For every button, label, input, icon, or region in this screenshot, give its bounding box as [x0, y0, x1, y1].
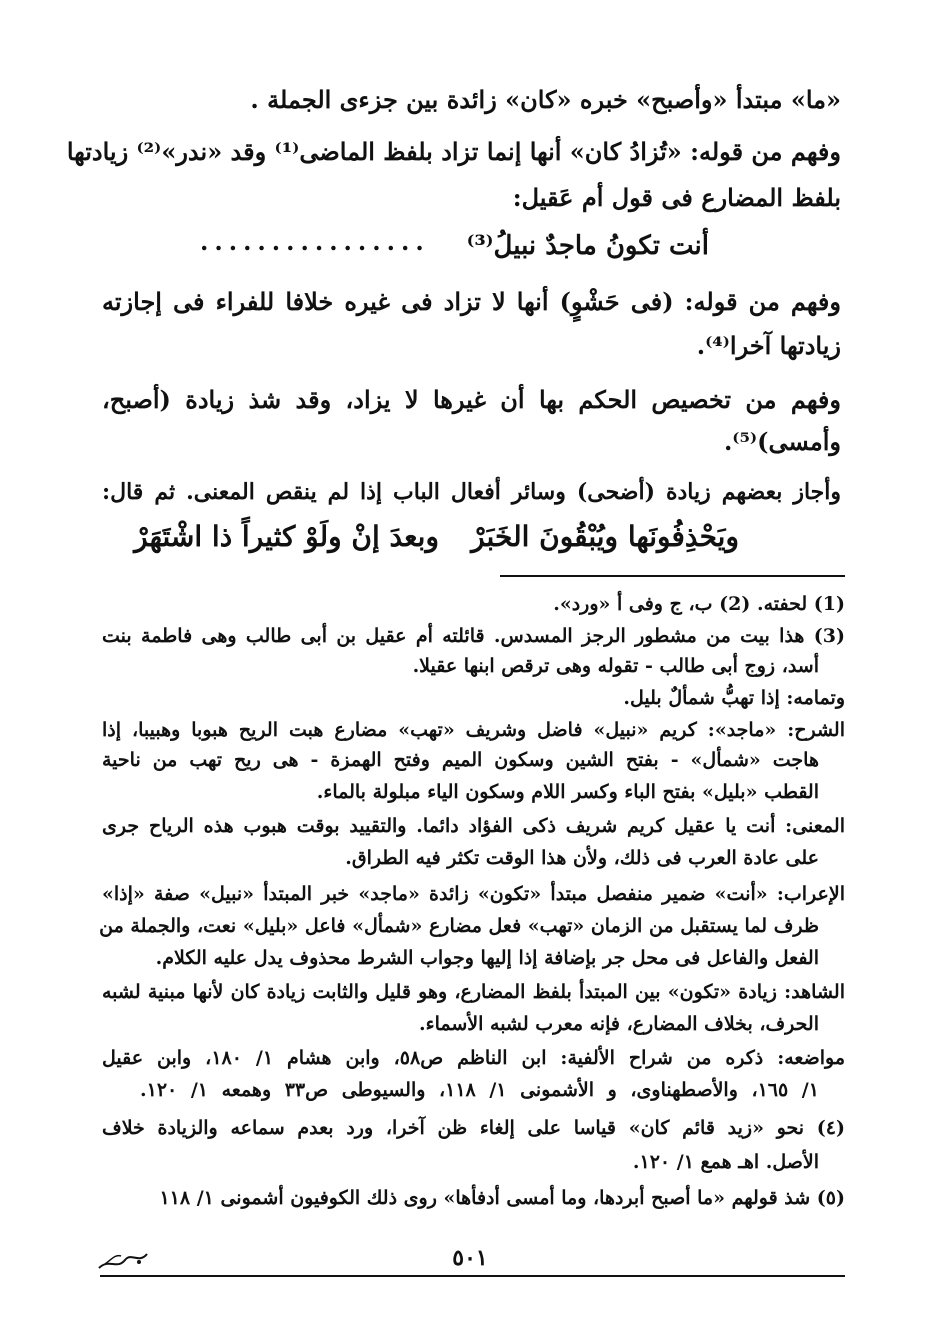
footnote-line-4: وتمامه: إذا تهبُّ شمألٌ بليل.: [623, 687, 845, 709]
footnote-line-9: على عادة العرب فى ذلك، ولأن هذا الوقت تكثر فيه الطراق.: [345, 847, 819, 869]
footnote-line-16: ١/ ١٦٥، والأصطهناوى، و الأشمونى ١/ ١١٨، والسيوطى ص٣٣ وهمعه ١/ ١٢٠.: [140, 1079, 819, 1101]
footnote-line-8: المعنى: أنت يا عقيل كريم شريف ذكى الفؤاد دائما. والتقييد بوقت هبوب هذه الرياح جرى: [102, 815, 845, 837]
footnote-line-1: (1) لحفته. (2) ب، ج وفى أ «ورد».: [553, 593, 845, 615]
footnote-separator: [500, 575, 845, 577]
footer-rule: [100, 1275, 845, 1277]
footnote-line-14: الحرف، بخلاف المضارع، فإنه معرب لشبه الأسماء.: [419, 1013, 819, 1035]
verse-dots: ................: [200, 227, 430, 256]
page-number: ٥٠١: [452, 1245, 488, 1271]
footnote-line-15: مواضعه: ذكره من شراح الألفية: ابن الناظم ص٥٨، وابن هشام ١/ ١٨٠، وابن عقيل: [102, 1047, 845, 1069]
footnote-line-11: ظرف لما يستقبل من الزمان «تهب» فعل مضارع «شمأل» فاعل «بليل» نعت، والجملة من: [99, 915, 819, 937]
verse-line: أنت تكونُ ماجدٌ نبيلُ⁽³⁾: [466, 231, 709, 261]
footnote-line-2: (3) هذا بيت من مشطور الرجز المسدس. قائلته أم عقيل بن أبى طالب وهى فاطمة بنت: [102, 625, 845, 647]
footnote-line-12: الفعل والفاعل فى محل جر بإضافة إذا إليها وجواب الشرط محذوف يدل عليه الكلام.: [155, 947, 819, 969]
decorative-ornament-icon: [95, 1240, 155, 1274]
body-line-6: وفهم من تخصيص الحكم بها أن غيرها لا يزاد، وقد شذ زيادة (أصبح،: [102, 385, 841, 414]
body-line-5: زيادتها آخرا⁽⁴⁾.: [696, 331, 841, 360]
footnote-line-3: أسد، زوج أبى طالب - تقوله وهى ترقص ابنها عقيلا.: [412, 655, 819, 677]
footnote-line-10: الإعراب: «أنت» ضمير منفصل مبتدأ «تكون» زائدة «ماجد» خبر المبتدأ «نبيل» صفة «إذا»: [102, 883, 845, 905]
body-line-2: وفهم من قوله: «تُزادُ كان» أنها إنما تزاد بلفظ الماضى⁽¹⁾ وقد «ندر»⁽²⁾ زيادتها: [66, 137, 841, 166]
couplet-second-hemistich: وبعدَ إنْ ولَوْ كثيراً ذا اشْتَهَرْ: [134, 520, 439, 553]
footnote-line-5: الشرح: «ماجد»: كريم «نبيل» فاضل وشريف «تهب» مضارع هبت الريح هبوبا وهبيبا، إذا: [102, 719, 845, 741]
footnote-line-19: (٥) شذ قولهم «ما أصبح أبردها، وما أمسى أدفأها» روى ذلك الكوفيون أشمونى ١/ ١١٨: [159, 1187, 845, 1209]
footnote-line-6: هاجت «شمأل» - بفتح الشين وسكون الميم وفتح الهمزة - هى ريح تهب من ناحية: [102, 749, 819, 771]
body-line-8: وأجاز بعضهم زيادة (أضحى) وسائر أفعال الباب إذا لم ينقص المعنى. ثم قال:: [102, 479, 841, 505]
body-line-4: وفهم من قوله: (فى حَشْوٍ) أنها لا تزاد فى غيره خلافا للفراء فى إجازته: [102, 287, 841, 316]
footnote-line-18: الأصل. اهـ همع ١/ ١٢٠.: [632, 1151, 819, 1173]
body-line-7: وأمسى)⁽⁵⁾.: [723, 427, 841, 456]
body-line-3: بلفظ المضارع فى قول أم عَقيل:: [512, 183, 841, 212]
body-line-1: «ما» مبتدأ «وأصبح» خبره «كان» زائدة بين جزءى الجملة .: [250, 85, 841, 114]
footnote-line-17: (٤) نحو «زيد قائم كان» قياسا على إلغاء ظن آخرا، ورد بعدم سماعه والزيادة خلاف: [102, 1117, 845, 1139]
footnote-line-7: القطب «بليل» بفتح الباء وكسر اللام وسكون الياء مبلولة بالماء.: [316, 781, 819, 803]
couplet-first-hemistich: ويَحْذِفُونَها ويُبْقُونَ الخَبَرْ: [471, 520, 739, 553]
footnote-line-13: الشاهد: زيادة «تكون» بين المبتدأ بلفظ المضارع، وهو قليل والثابت زيادة كان لأنها مبنية لشبه: [102, 981, 845, 1003]
